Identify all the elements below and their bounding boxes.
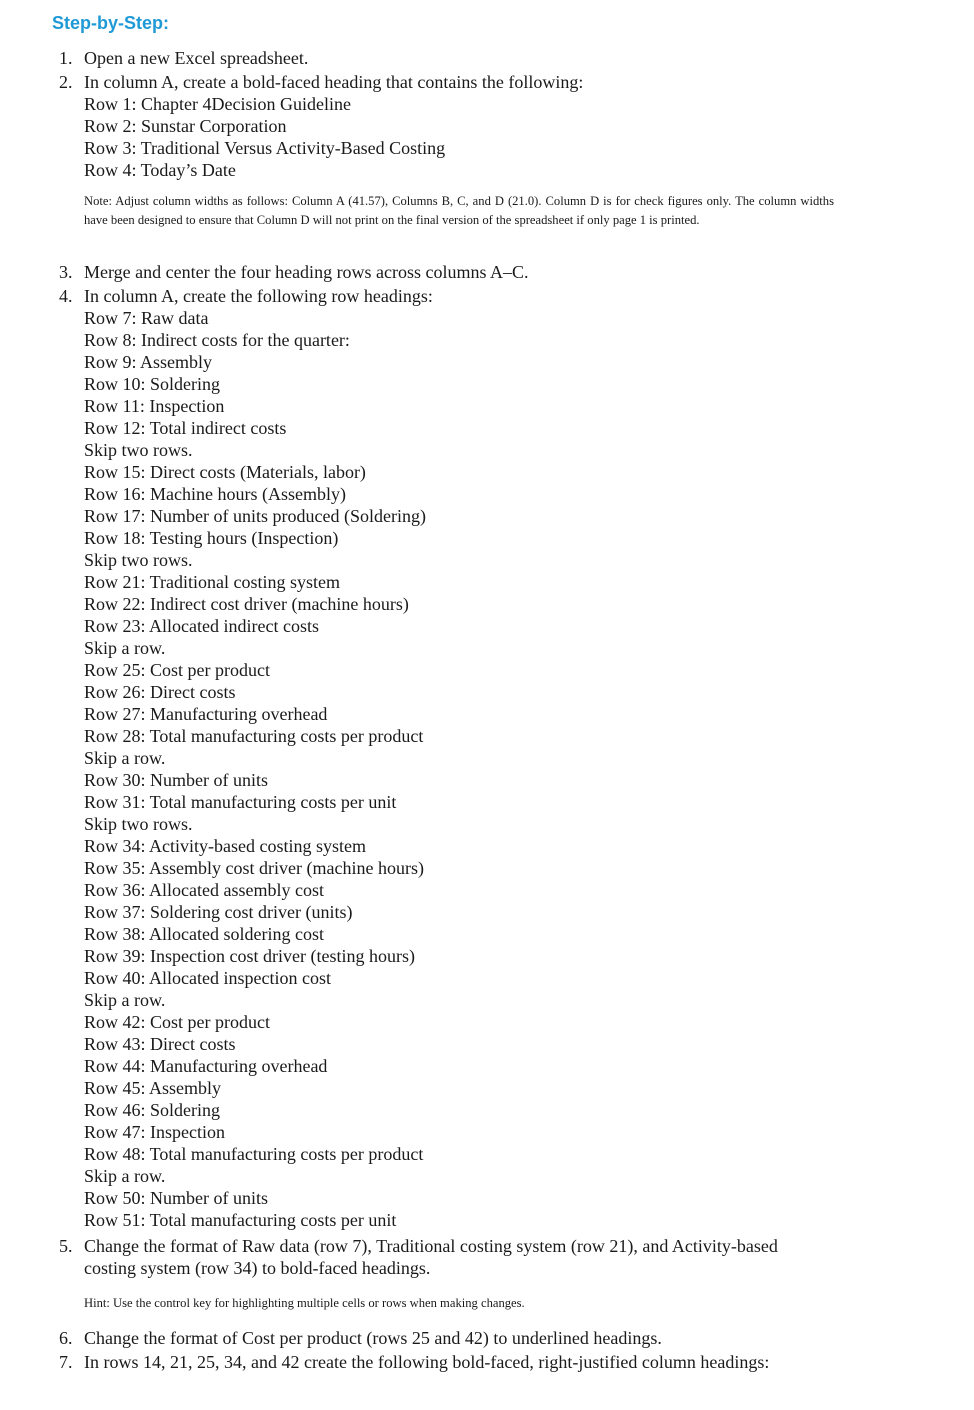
step-2 bbox=[59, 71, 844, 181]
row-heading-line: Row 12: Total indirect costs bbox=[84, 418, 287, 438]
row-heading-line: Row 7: Raw data bbox=[84, 308, 209, 328]
step-text-line: costing system (row 34) to bold-faced headings. bbox=[84, 1258, 431, 1278]
row-heading-line: Row 30: Number of units bbox=[84, 770, 268, 790]
row-list bbox=[84, 307, 844, 1231]
row-heading-line: Row 2: Sunstar Corporation bbox=[84, 116, 287, 136]
row-heading-line: Skip a row. bbox=[84, 1166, 166, 1186]
row-heading-line: Row 42: Cost per product bbox=[84, 1012, 270, 1032]
row-heading-line: Row 21: Traditional costing system bbox=[84, 572, 341, 592]
step-number: 6. bbox=[59, 1328, 73, 1348]
row-heading-line: Row 23: Allocated indirect costs bbox=[84, 616, 319, 636]
note-text: Note: Adjust column widths as follows: Column A (41.57), Columns B, C, and D (21.0). Column D is for check figures only. The column widths have been designed to ensure that Column D will not print on the final version of the spreadsheet if only page 1 is printed. bbox=[84, 194, 834, 227]
row-heading-line: Row 47: Inspection bbox=[84, 1122, 225, 1142]
row-heading-line: Row 15: Direct costs (Materials, labor) bbox=[84, 462, 366, 482]
row-heading-line: Skip a row. bbox=[84, 990, 166, 1010]
step-1 bbox=[59, 47, 844, 69]
row-heading-line: Row 37: Soldering cost driver (units) bbox=[84, 902, 353, 922]
row-heading-line: Skip two rows. bbox=[84, 550, 193, 570]
row-heading-line: Row 45: Assembly bbox=[84, 1078, 222, 1098]
row-heading-line: Row 3: Traditional Versus Activity-Based Costing bbox=[84, 138, 446, 158]
step-number: 5. bbox=[59, 1236, 73, 1256]
row-heading-line: Row 4: Today’s Date bbox=[84, 160, 236, 180]
step-4 bbox=[59, 285, 844, 1231]
row-heading-line: Row 1: Chapter 4Decision Guideline bbox=[84, 94, 351, 114]
step-number: 3. bbox=[59, 262, 73, 282]
row-heading-line: Row 31: Total manufacturing costs per unit bbox=[84, 792, 397, 812]
row-heading-line: Skip a row. bbox=[84, 638, 166, 658]
step-text: In column A, create the following row headings: bbox=[84, 286, 433, 306]
step-text: Merge and center the four heading rows across columns A–C. bbox=[84, 262, 529, 282]
step-6 bbox=[59, 1327, 844, 1349]
row-heading-line: Row 35: Assembly cost driver (machine hours) bbox=[84, 858, 424, 878]
row-heading-line: Skip a row. bbox=[84, 748, 166, 768]
row-heading-line: Row 50: Number of units bbox=[84, 1188, 268, 1208]
row-heading-line: Row 27: Manufacturing overhead bbox=[84, 704, 328, 724]
row-heading-line: Row 43: Direct costs bbox=[84, 1034, 236, 1054]
step-text: Open a new Excel spreadsheet. bbox=[84, 48, 309, 68]
row-heading-line: Skip two rows. bbox=[84, 440, 193, 460]
row-heading-line: Row 39: Inspection cost driver (testing hours) bbox=[84, 946, 415, 966]
row-heading-line: Row 38: Allocated soldering cost bbox=[84, 924, 324, 944]
row-heading-line: Row 34: Activity-based costing system bbox=[84, 836, 366, 856]
step-number: 7. bbox=[59, 1352, 73, 1372]
row-heading-line: Row 22: Indirect cost driver (machine hours) bbox=[84, 594, 409, 614]
row-heading-line: Row 44: Manufacturing overhead bbox=[84, 1056, 328, 1076]
row-heading-line: Row 10: Soldering bbox=[84, 374, 221, 394]
step-text: Change the format of Cost per product (rows 25 and 42) to underlined headings. bbox=[84, 1328, 662, 1348]
step-text: In rows 14, 21, 25, 34, and 42 create the following bold-faced, right-justified column headings: bbox=[84, 1352, 770, 1372]
step-number: 4. bbox=[59, 286, 73, 306]
step-7 bbox=[59, 1351, 844, 1373]
step-number: 1. bbox=[59, 48, 73, 68]
row-heading-line: Row 40: Allocated inspection cost bbox=[84, 968, 331, 988]
row-heading-line: Row 26: Direct costs bbox=[84, 682, 236, 702]
step-5 bbox=[59, 1235, 844, 1279]
row-heading-line: Row 17: Number of units produced (Soldering) bbox=[84, 506, 426, 526]
row-heading-line: Row 36: Allocated assembly cost bbox=[84, 880, 324, 900]
row-heading-line: Row 9: Assembly bbox=[84, 352, 213, 372]
row-heading-line: Row 51: Total manufacturing costs per unit bbox=[84, 1210, 397, 1230]
row-list bbox=[84, 93, 844, 181]
hint-text: Hint: Use the control key for highlighting multiple cells or rows when making changes. bbox=[84, 1296, 525, 1310]
section-title: Step-by-Step: bbox=[52, 13, 169, 33]
row-heading-line: Row 25: Cost per product bbox=[84, 660, 270, 680]
row-heading-line: Row 28: Total manufacturing costs per product bbox=[84, 726, 424, 746]
row-heading-line: Row 18: Testing hours (Inspection) bbox=[84, 528, 339, 548]
row-heading-line: Row 46: Soldering bbox=[84, 1100, 221, 1120]
row-heading-line: Row 8: Indirect costs for the quarter: bbox=[84, 330, 350, 350]
row-heading-line: Row 11: Inspection bbox=[84, 396, 225, 416]
step-3 bbox=[59, 261, 844, 283]
row-heading-line: Row 48: Total manufacturing costs per product bbox=[84, 1144, 424, 1164]
step-text: In column A, create a bold-faced heading that contains the following: bbox=[84, 72, 584, 92]
step-number: 2. bbox=[59, 72, 73, 92]
row-heading-line: Row 16: Machine hours (Assembly) bbox=[84, 484, 346, 504]
step-text-line: Change the format of Raw data (row 7), Traditional costing system (row 21), and Activity-based bbox=[84, 1236, 778, 1256]
row-heading-line: Skip two rows. bbox=[84, 814, 193, 834]
